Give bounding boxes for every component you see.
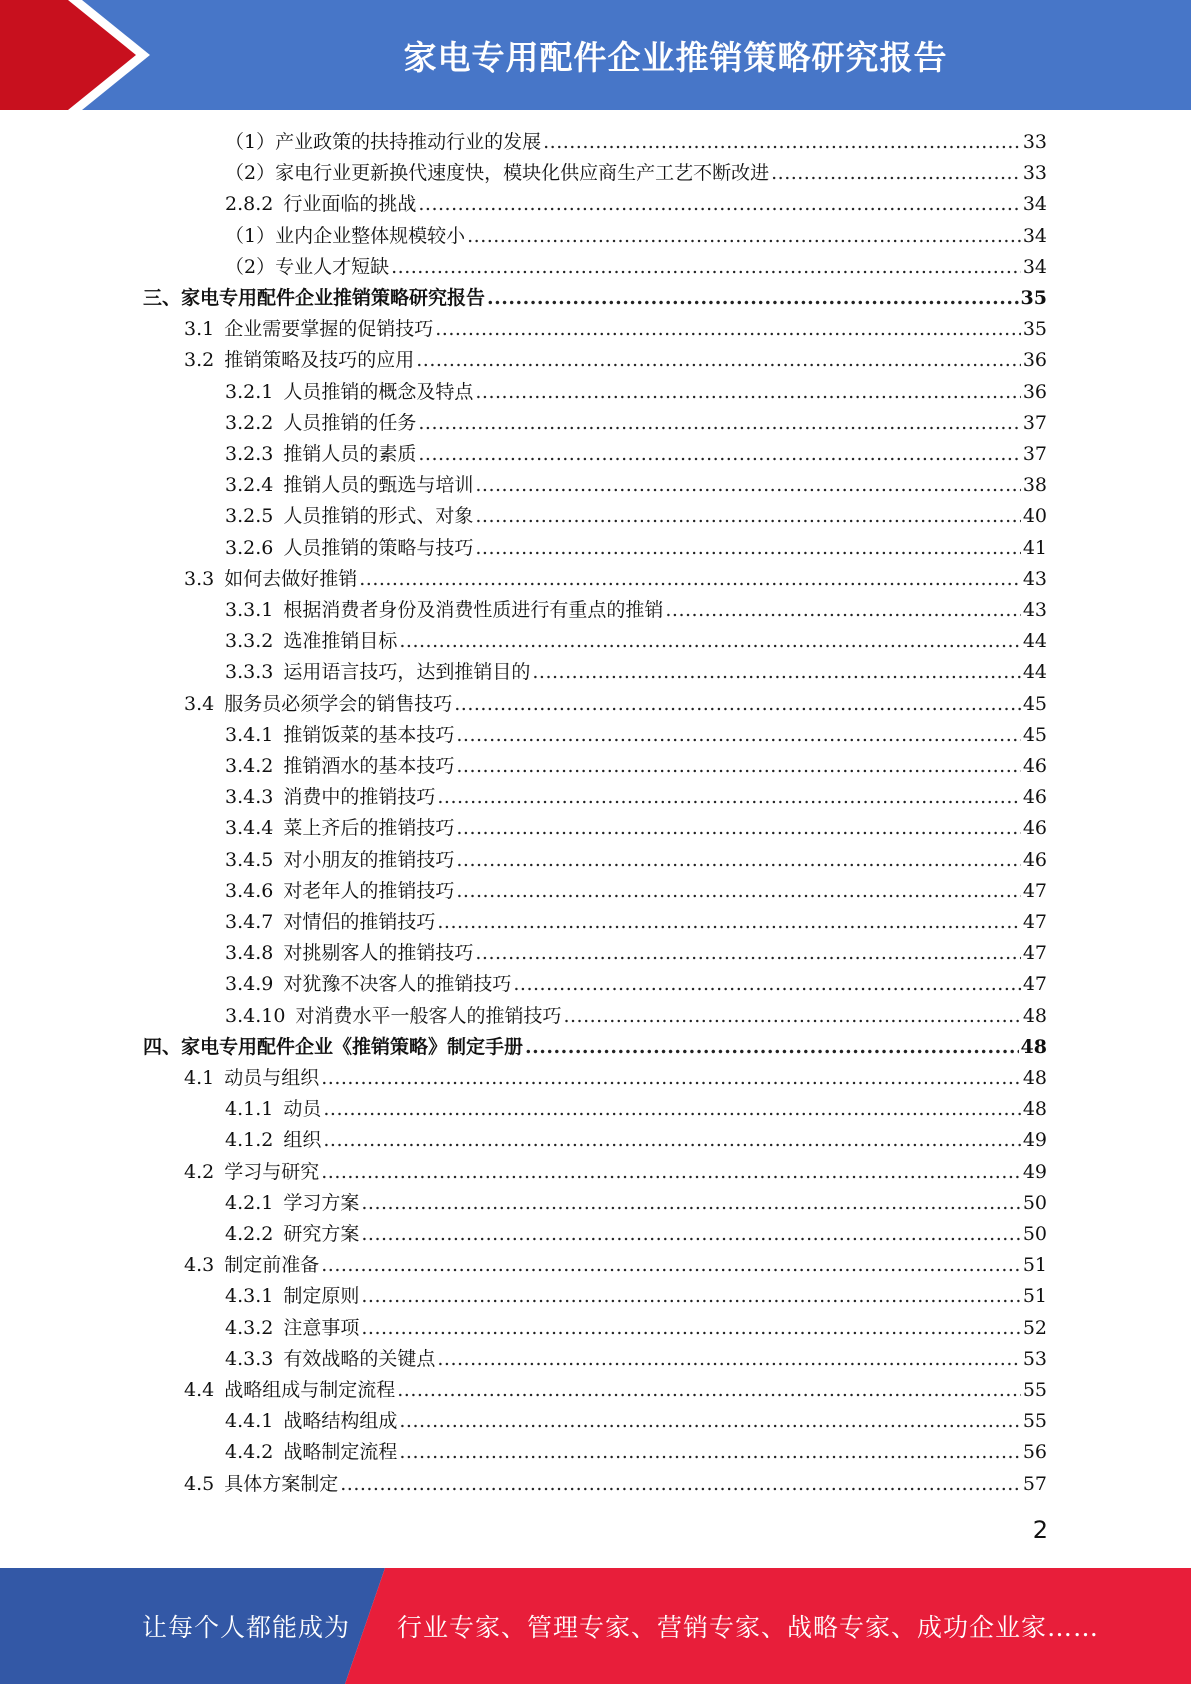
toc-entry[interactable] <box>225 533 1047 564</box>
toc-entry-number: 4.2.2 <box>225 1223 274 1245</box>
toc-dot-leader <box>323 1094 1020 1125</box>
toc-entry-title: 消费中的推销技巧 <box>283 786 436 809</box>
toc-entry[interactable] <box>225 1094 1047 1125</box>
toc-dot-leader <box>437 907 1020 938</box>
toc-entry-page: 34 <box>1022 255 1047 278</box>
toc-entry-number: 3.2.2 <box>225 411 274 434</box>
toc-entry-title: 行业面临的挑战 <box>283 193 417 216</box>
toc-entry[interactable] <box>184 1250 1047 1281</box>
toc-entry-title: 有效战略的关键点 <box>283 1347 436 1370</box>
toc-dot-leader <box>475 377 1020 408</box>
toc-entry[interactable] <box>184 1469 1047 1500</box>
toc-entry-page: 47 <box>1022 973 1047 996</box>
toc-entry-title: 人员推销的任务 <box>283 411 417 434</box>
footer-slogan-left: 让每个人都能成为 <box>142 1613 351 1642</box>
toc-dot-leader <box>397 1375 1021 1406</box>
toc-dot-leader <box>323 1125 1020 1156</box>
toc-entry-page: 57 <box>1022 1472 1047 1495</box>
toc-dot-leader <box>359 564 1021 595</box>
toc-dot-leader <box>456 845 1020 876</box>
toc-entry-number: 3.4.3 <box>225 786 274 809</box>
toc-entry-page: 35 <box>1022 318 1047 341</box>
toc-entry-page: 40 <box>1022 505 1047 528</box>
toc-entry-title: 具体方案制定 <box>224 1472 339 1495</box>
toc-entry-page: 47 <box>1022 911 1047 933</box>
toc-entry-number: 4.2.1 <box>225 1191 274 1214</box>
toc-entry[interactable] <box>184 689 1047 720</box>
toc-entry-number: 4.5 <box>184 1472 215 1495</box>
toc-entry-number: 3.2.1 <box>225 380 274 403</box>
toc-entry[interactable] <box>225 470 1047 501</box>
toc-dot-leader <box>321 1157 1021 1188</box>
toc-entry-title: 制定前准备 <box>224 1254 320 1277</box>
toc-entry-title: 制定原则 <box>283 1285 360 1308</box>
toc-dot-leader <box>456 751 1020 782</box>
toc-dot-leader <box>361 1313 1020 1344</box>
toc-entry[interactable] <box>225 1313 1047 1344</box>
header-band <box>0 0 1191 110</box>
toc-entry[interactable] <box>225 1219 1047 1250</box>
toc-entry-number: 4.4.1 <box>225 1410 274 1433</box>
toc-entry-page: 35 <box>1020 287 1047 309</box>
toc-entry-number: 3.4.5 <box>225 848 274 871</box>
toc-entry-page: 34 <box>1022 224 1047 247</box>
toc-dot-leader <box>771 158 1021 189</box>
toc-entry-title: 战略组成与制定流程 <box>224 1379 396 1401</box>
toc-entry-page: 36 <box>1022 349 1047 372</box>
toc-entry[interactable] <box>184 564 1047 595</box>
toc-entry-number: 3.4.4 <box>225 817 274 840</box>
toc-entry-page: 34 <box>1022 193 1047 216</box>
toc-entry-page: 45 <box>1022 723 1047 746</box>
toc-entry-page: 55 <box>1022 1410 1047 1433</box>
toc-dot-leader <box>454 689 1021 720</box>
toc-entry-title: 动员与组织 <box>224 1067 320 1089</box>
toc-entry-title: 组织 <box>283 1129 322 1152</box>
toc-entry-title: 推销人员的甄选与培训 <box>283 474 474 497</box>
toc-entry-title: 根据消费者身份及消费性质进行有重点的推销 <box>283 599 664 621</box>
toc-entry[interactable] <box>225 626 1047 657</box>
toc-dot-leader <box>361 1188 1020 1219</box>
toc-entry-number: 3.4.7 <box>225 911 274 933</box>
toc-dot-leader <box>361 1219 1020 1250</box>
toc-entry-number: 3.4.6 <box>225 879 274 902</box>
toc-entry-title: 对消费水平一般客人的推销技巧 <box>295 1004 562 1027</box>
toc-dot-leader <box>418 439 1020 470</box>
toc-entry[interactable] <box>184 345 1047 376</box>
toc-entry-page: 47 <box>1022 942 1047 965</box>
toc-dot-leader <box>525 1032 1019 1063</box>
toc-entry-page: 44 <box>1022 661 1047 684</box>
toc-dot-leader <box>456 720 1020 751</box>
toc-entry-page: 41 <box>1022 536 1047 559</box>
toc-entry-number: 3.2.3 <box>225 443 274 465</box>
toc-entry-title: 对老年人的推销技巧 <box>283 879 455 902</box>
toc-entry[interactable] <box>225 657 1047 688</box>
toc-entry[interactable] <box>225 127 1047 158</box>
toc-dot-leader <box>487 283 1019 314</box>
toc-entry-page: 51 <box>1022 1285 1047 1308</box>
toc-dot-leader <box>399 626 1020 657</box>
toc-entry-title: 人员推销的策略与技巧 <box>283 536 474 559</box>
toc-entry-number: （1） <box>225 224 276 247</box>
toc-entry-page: 47 <box>1022 879 1047 902</box>
toc-dot-leader <box>475 938 1020 969</box>
toc-entry-title: 动员 <box>283 1098 322 1121</box>
toc-dot-leader <box>467 221 1021 252</box>
toc-entry-title: 学习方案 <box>283 1191 360 1214</box>
toc-entry-page: 56 <box>1022 1441 1047 1464</box>
toc-entry-page: 48 <box>1022 1067 1047 1089</box>
toc-entry-page: 49 <box>1022 1160 1047 1183</box>
toc-entry[interactable] <box>225 907 1047 938</box>
toc-entry-page: 37 <box>1022 411 1047 434</box>
toc-entry-title: 选准推销目标 <box>283 630 398 653</box>
toc-entry-title: 人员推销的概念及特点 <box>283 380 474 403</box>
toc-dot-leader <box>437 1344 1020 1375</box>
toc-entry[interactable] <box>184 1375 1047 1406</box>
toc-entry-page: 33 <box>1022 162 1047 185</box>
toc-entry-page: 52 <box>1022 1316 1047 1339</box>
toc-entry-number: 3.4.2 <box>225 755 274 777</box>
toc-entry[interactable] <box>184 314 1047 345</box>
toc-entry-number: 2.8.2 <box>225 193 274 216</box>
toc-dot-leader <box>321 1063 1021 1094</box>
toc-entry-page: 48 <box>1022 1098 1047 1121</box>
toc-entry-number: 4.1.1 <box>225 1098 274 1121</box>
toc-entry[interactable] <box>225 158 1047 189</box>
toc-entry-number: 3.3.2 <box>225 630 274 653</box>
toc-dot-leader <box>456 813 1020 844</box>
toc-entry-page: 53 <box>1022 1347 1047 1370</box>
toc-entry[interactable] <box>225 189 1047 220</box>
toc-entry-title: 人员推销的形式、对象 <box>283 505 474 528</box>
toc-entry-page: 46 <box>1022 786 1047 809</box>
toc-entry[interactable] <box>225 1125 1047 1156</box>
toc-entry-title: 如何去做好推销 <box>224 567 358 590</box>
toc-entry-page: 45 <box>1022 692 1047 715</box>
toc-entry-number: 3.4.10 <box>225 1004 286 1027</box>
toc-entry-number: 3.2 <box>184 349 215 372</box>
document-title: 家电专用配件企业推销策略研究报告 <box>403 37 948 77</box>
toc-entry-title: 菜上齐后的推销技巧 <box>283 817 455 840</box>
toc-entry-title: 产业政策的扶持推动行业的发展 <box>275 131 542 153</box>
toc-entry[interactable] <box>225 501 1047 532</box>
toc-entry-title: 三、家电专用配件企业推销策略研究报告 <box>143 287 486 309</box>
toc-entry[interactable] <box>225 876 1047 907</box>
toc-dot-leader <box>532 657 1020 688</box>
toc-entry[interactable] <box>225 1281 1047 1312</box>
toc-entry-title: 推销酒水的基本技巧 <box>283 755 455 777</box>
toc-entry-number: 3.3.1 <box>225 599 274 621</box>
toc-entry-number: 3.2.5 <box>225 505 274 528</box>
toc-dot-leader <box>435 314 1021 345</box>
toc-entry[interactable] <box>225 1188 1047 1219</box>
toc-entry[interactable] <box>225 252 1047 283</box>
toc-entry-title: 业内企业整体规模较小 <box>275 224 466 247</box>
toc-entry-title: 对小朋友的推销技巧 <box>283 848 455 871</box>
toc-entry-title: 对挑剔客人的推销技巧 <box>283 942 474 965</box>
toc-entry-number: 3.4.1 <box>225 723 274 746</box>
toc-entry-number: 3.3.3 <box>225 661 274 684</box>
toc-entry[interactable] <box>225 408 1047 439</box>
toc-entry[interactable] <box>225 595 1047 626</box>
toc-entry-page: 33 <box>1022 131 1047 153</box>
toc-entry-title: 战略结构组成 <box>283 1410 398 1433</box>
toc-entry-page: 50 <box>1022 1191 1047 1214</box>
toc-dot-leader <box>340 1469 1021 1500</box>
toc-entry-title: 四、家电专用配件企业《推销策略》制定手册 <box>143 1035 524 1058</box>
footer-slogan-right: 行业专家、管理专家、营销专家、战略专家、成功企业家…… <box>397 1613 1100 1642</box>
toc-entry-page: 51 <box>1022 1254 1047 1277</box>
toc-entry-title: 对情侣的推销技巧 <box>283 911 436 933</box>
toc-entry-page: 44 <box>1022 630 1047 653</box>
toc-dot-leader <box>456 876 1020 907</box>
toc-dot-leader <box>361 1281 1020 1312</box>
toc-entry-title: 推销策略及技巧的应用 <box>224 349 415 372</box>
toc-entry[interactable] <box>225 751 1047 782</box>
toc-entry-number: 4.3 <box>184 1254 215 1277</box>
toc-entry[interactable] <box>225 813 1047 844</box>
toc-entry-page: 50 <box>1022 1223 1047 1245</box>
toc-entry-page: 43 <box>1022 599 1047 621</box>
toc-entry-title: 家电行业更新换代速度快，模块化供应商生产工艺不断改进 <box>275 162 770 185</box>
toc-entry[interactable] <box>225 1344 1047 1375</box>
toc-entry[interactable] <box>184 1063 1047 1094</box>
toc-dot-leader <box>543 127 1021 158</box>
toc-entry[interactable] <box>225 782 1047 813</box>
toc-entry[interactable] <box>225 221 1047 252</box>
toc-dot-leader <box>416 345 1021 376</box>
toc-entry-number: 4.3.2 <box>225 1316 274 1339</box>
toc-dot-leader <box>418 408 1020 439</box>
toc-entry[interactable] <box>143 283 1047 314</box>
toc-entry-page: 55 <box>1022 1379 1047 1401</box>
toc-entry-title: 运用语言技巧，达到推销目的 <box>283 661 531 684</box>
toc-entry-number: 3.4 <box>184 692 215 715</box>
toc-entry[interactable] <box>225 1001 1047 1032</box>
toc-entry-page: 48 <box>1022 1004 1047 1027</box>
toc-entry-number: （2） <box>225 255 276 278</box>
toc-entry[interactable] <box>225 720 1047 751</box>
footer-band <box>0 1568 1191 1684</box>
toc-dot-leader <box>321 1250 1021 1281</box>
toc-entry-number: （2） <box>225 162 276 185</box>
toc-entry-title: 推销人员的素质 <box>283 443 417 465</box>
toc-dot-leader <box>399 1437 1020 1468</box>
toc-entry-number: 4.4.2 <box>225 1441 274 1464</box>
toc-entry-number: 3.4.9 <box>225 973 274 996</box>
toc-entry-title: 研究方案 <box>283 1223 360 1245</box>
toc-entry-title: 对犹豫不决客人的推销技巧 <box>283 973 512 996</box>
toc-entry-page: 38 <box>1022 474 1047 497</box>
toc-entry-title: 企业需要掌握的促销技巧 <box>224 318 434 341</box>
toc-entry-page: 48 <box>1020 1035 1047 1058</box>
toc-dot-leader <box>418 189 1020 220</box>
toc-dot-leader <box>475 470 1020 501</box>
toc-entry[interactable] <box>225 1406 1047 1437</box>
toc-dot-leader <box>399 1406 1020 1437</box>
toc-dot-leader <box>391 252 1021 283</box>
toc-entry-page: 46 <box>1022 817 1047 840</box>
toc-entry[interactable] <box>225 377 1047 408</box>
toc-entry-page: 43 <box>1022 567 1047 590</box>
toc-entry[interactable] <box>184 1157 1047 1188</box>
toc-entry-page: 36 <box>1022 380 1047 403</box>
toc-entry-title: 学习与研究 <box>224 1160 320 1183</box>
toc-entry-title: 专业人才短缺 <box>275 255 390 278</box>
toc-entry-title: 注意事项 <box>283 1316 360 1339</box>
toc-entry-number: 4.2 <box>184 1160 215 1183</box>
toc-entry[interactable] <box>225 439 1047 470</box>
toc-entry-title: 战略制定流程 <box>283 1441 398 1464</box>
toc-dot-leader <box>475 533 1020 564</box>
toc-entry-title: 推销饭菜的基本技巧 <box>283 723 455 746</box>
toc-entry-page: 46 <box>1022 848 1047 871</box>
toc-entry-number: 3.2.6 <box>225 536 274 559</box>
toc-entry-number: （1） <box>225 131 276 153</box>
toc-entry[interactable] <box>225 845 1047 876</box>
toc-entry-number: 3.2.4 <box>225 474 274 497</box>
toc-entry-number: 4.3.3 <box>225 1347 274 1370</box>
toc-dot-leader <box>665 595 1020 626</box>
toc-entry[interactable] <box>225 969 1047 1000</box>
toc-entry[interactable] <box>225 938 1047 969</box>
toc-entry-page: 37 <box>1022 443 1047 465</box>
toc-dot-leader <box>513 969 1020 1000</box>
toc-entry-title: 服务员必须学会的销售技巧 <box>224 692 453 715</box>
toc-dot-leader <box>437 782 1020 813</box>
toc-entry-page: 49 <box>1022 1129 1047 1152</box>
toc-entry[interactable] <box>143 1032 1047 1063</box>
toc-entry[interactable] <box>225 1437 1047 1468</box>
toc-entry-number: 3.1 <box>184 318 215 341</box>
toc-entry-page: 46 <box>1022 755 1047 777</box>
toc-entry-number: 3.3 <box>184 567 215 590</box>
toc-dot-leader <box>475 501 1020 532</box>
toc-entry-number: 4.4 <box>184 1379 215 1401</box>
toc-dot-leader <box>563 1001 1020 1032</box>
toc-entry-number: 4.1.2 <box>225 1129 274 1152</box>
toc-entry-number: 3.4.8 <box>225 942 274 965</box>
page-number: 2 <box>1032 1516 1048 1544</box>
toc-entry-number: 4.1 <box>184 1067 215 1089</box>
toc-entry-number: 4.3.1 <box>225 1285 274 1308</box>
